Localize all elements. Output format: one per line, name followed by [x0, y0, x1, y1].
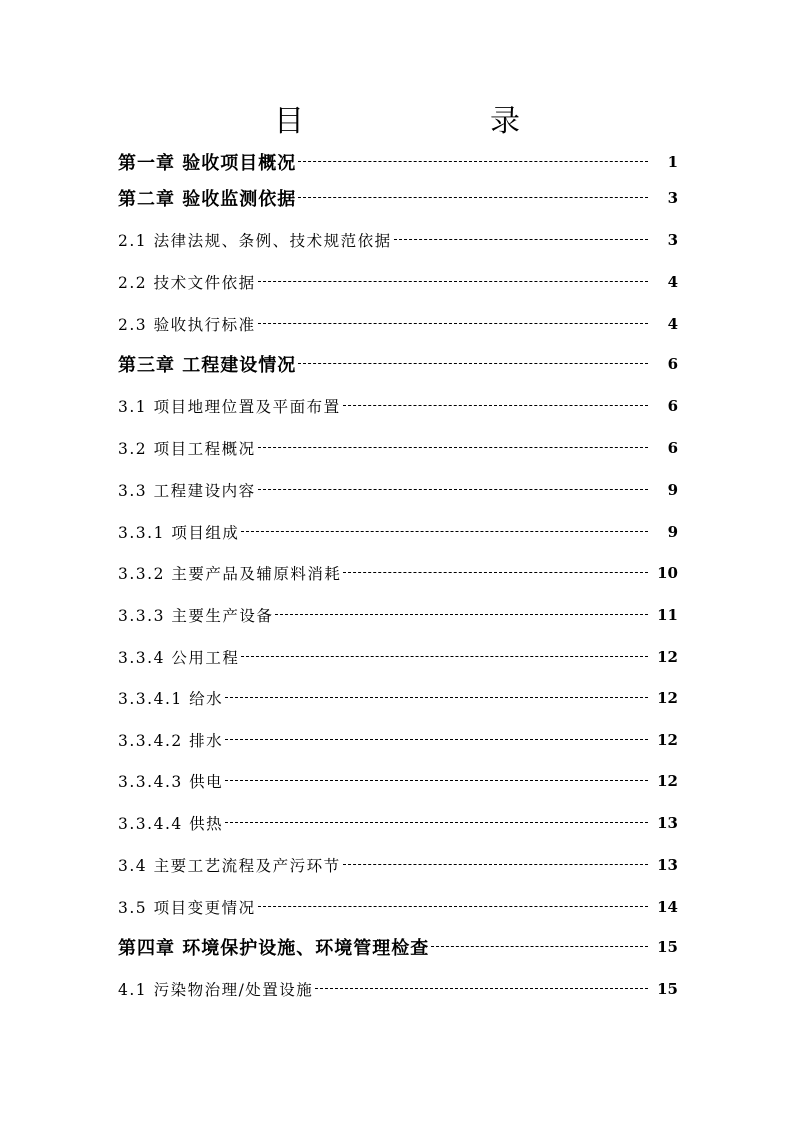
toc-entry-label: 第三章 工程建设情况: [118, 355, 297, 376]
toc-page-number: 12: [657, 772, 678, 790]
toc-page-number: 1: [667, 153, 678, 171]
toc-entry-label: 3.4 主要工艺流程及产污环节: [118, 857, 341, 875]
toc-entry[interactable]: [118, 264, 678, 300]
toc-entry[interactable]: [118, 144, 678, 180]
toc-entry[interactable]: [118, 180, 678, 216]
toc-entry-label: 3.3 工程建设内容: [118, 482, 256, 500]
toc-entry-label: 第一章 验收项目概况: [118, 153, 297, 174]
toc-page-number: 9: [667, 481, 678, 499]
toc-page-number: 11: [657, 606, 678, 624]
toc-page-number: 13: [657, 814, 678, 832]
toc-entry[interactable]: [118, 847, 678, 883]
toc-leader: [275, 614, 648, 615]
toc-page-number: 12: [657, 648, 678, 666]
toc-page-number: 12: [657, 731, 678, 749]
toc-leader: [431, 946, 648, 947]
toc-leader: [315, 988, 648, 989]
toc-entry-label: 3.3.4 公用工程: [118, 649, 240, 667]
toc-page-number: 14: [657, 898, 678, 916]
toc-leader: [258, 281, 648, 282]
toc-leader: [225, 780, 648, 781]
toc-entry[interactable]: [118, 971, 678, 1007]
toc-entry[interactable]: [118, 388, 678, 424]
toc-page-number: 10: [657, 564, 678, 582]
toc-entry-label: 3.3.4.4 供热: [118, 815, 224, 833]
toc-entry-label: 3.3.4.3 供电: [118, 773, 224, 791]
toc-page-number: 6: [667, 439, 678, 457]
toc-page-number: 9: [667, 523, 678, 541]
toc-entry-label: 3.1 项目地理位置及平面布置: [118, 398, 341, 416]
toc-entry[interactable]: [118, 722, 678, 758]
toc-leader: [258, 906, 648, 907]
toc-page-number: 15: [657, 938, 678, 956]
toc-leader: [258, 489, 648, 490]
toc-leader: [298, 161, 648, 162]
toc-entry[interactable]: [118, 680, 678, 716]
toc-entry-label: 2.1 法律法规、条例、技术规范依据: [118, 232, 392, 250]
toc-leader: [298, 363, 648, 364]
toc-entry[interactable]: [118, 430, 678, 466]
toc-entry-label: 2.2 技术文件依据: [118, 274, 256, 292]
toc-leader: [394, 239, 648, 240]
toc-entry-label: 3.3.3 主要生产设备: [118, 607, 274, 625]
toc-entry-label: 3.3.4.1 给水: [118, 690, 224, 708]
toc-entry-label: 3.2 项目工程概况: [118, 440, 256, 458]
toc-page-number: 6: [667, 355, 678, 373]
toc-leader: [298, 197, 648, 198]
toc-leader: [343, 572, 648, 573]
document-title: 目 录: [274, 104, 598, 139]
toc-page-number: 3: [667, 189, 678, 207]
toc-leader: [258, 323, 648, 324]
toc-leader: [225, 697, 648, 698]
toc-entry-label: 3.5 项目变更情况: [118, 899, 256, 917]
toc-entry[interactable]: [118, 346, 678, 382]
toc-page-number: 12: [657, 689, 678, 707]
toc-entry[interactable]: [118, 763, 678, 799]
toc-page-number: 13: [657, 856, 678, 874]
toc-entry-label: 第二章 验收监测依据: [118, 189, 297, 210]
toc-entry-label: 3.3.2 主要产品及辅原料消耗: [118, 565, 342, 583]
toc-entry[interactable]: [118, 639, 678, 675]
toc-leader: [343, 405, 648, 406]
toc-entry[interactable]: [118, 555, 678, 591]
toc-page-number: 4: [667, 315, 678, 333]
toc-leader: [258, 447, 648, 448]
toc-entry[interactable]: [118, 889, 678, 925]
toc-entry-label: 4.1 污染物治理/处置设施: [118, 981, 314, 999]
toc-entry[interactable]: [118, 597, 678, 633]
toc-entry-label: 3.3.4.2 排水: [118, 732, 224, 750]
toc-page-number: 3: [667, 231, 678, 249]
toc-entry[interactable]: [118, 805, 678, 841]
toc-entry-label: 2.3 验收执行标准: [118, 316, 256, 334]
toc-leader: [225, 739, 648, 740]
toc-entry[interactable]: [118, 222, 678, 258]
toc-leader: [343, 864, 648, 865]
toc-entry[interactable]: [118, 472, 678, 508]
toc-leader: [241, 531, 648, 532]
toc-entry-label: 第四章 环境保护设施、环境管理检查: [118, 938, 430, 959]
toc-entry[interactable]: [118, 929, 678, 965]
toc-entry[interactable]: [118, 306, 678, 342]
toc-page-number: 4: [667, 273, 678, 291]
toc-entry[interactable]: [118, 514, 678, 550]
toc-entry-label: 3.3.1 项目组成: [118, 524, 240, 542]
toc-page-number: 15: [657, 980, 678, 998]
toc-page-number: 6: [667, 397, 678, 415]
toc-leader: [241, 656, 648, 657]
toc-leader: [225, 822, 648, 823]
